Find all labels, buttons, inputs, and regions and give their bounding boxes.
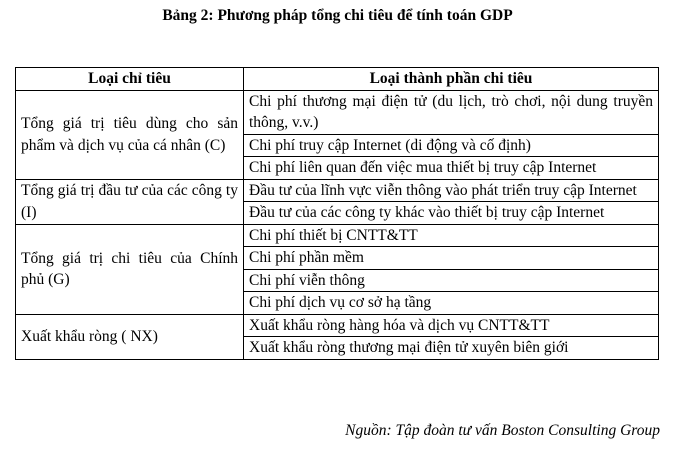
component-cell: Chi phí dịch vụ cơ sở hạ tầng xyxy=(244,292,659,315)
header-component: Loại thành phần chi tiêu xyxy=(244,68,659,91)
table-row xyxy=(16,90,659,134)
component-cell: Chi phí thương mại điện tử (du lịch, trò chơi, nội dung truyền thông, v.v.) xyxy=(244,90,659,134)
category-cell-investment: Tổng giá trị đầu tư của các công ty (I) xyxy=(16,179,244,224)
component-cell: Đầu tư của các công ty khác vào thiết bị truy cập Internet xyxy=(244,202,659,225)
table-row xyxy=(16,224,659,247)
gdp-expenditure-table xyxy=(15,67,659,360)
component-cell: Xuất khẩu ròng thương mại điện tử xuyên biên giới xyxy=(244,337,659,360)
source-note: Nguồn: Tập đoàn tư vấn Boston Consulting Group xyxy=(345,422,660,439)
component-cell: Đầu tư của lĩnh vực viễn thông vào phát triển truy cập Internet xyxy=(244,179,659,202)
component-cell: Chi phí thiết bị CNTT&TT xyxy=(244,224,659,247)
header-category: Loại chỉ tiêu xyxy=(16,68,244,91)
category-cell-net-exports: Xuất khẩu ròng ( NX) xyxy=(16,314,244,359)
component-cell: Chi phí phần mềm xyxy=(244,247,659,270)
table-row xyxy=(16,314,659,337)
component-cell: Chi phí truy cập Internet (di động và cố định) xyxy=(244,134,659,157)
component-cell: Chi phí liên quan đến việc mua thiết bị truy cập Internet xyxy=(244,157,659,180)
category-cell-consumption: Tổng giá trị tiêu dùng cho sản phẩm và dịch vụ của cá nhân (C) xyxy=(16,90,244,179)
table-row xyxy=(16,179,659,202)
table-title: Bảng 2: Phương pháp tổng chi tiêu để tính toán GDP xyxy=(162,7,513,24)
component-cell: Xuất khẩu ròng hàng hóa và dịch vụ CNTT&TT xyxy=(244,314,659,337)
category-cell-government: Tổng giá trị chi tiêu của Chính phủ (G) xyxy=(16,224,244,314)
header-row xyxy=(16,68,659,91)
component-cell: Chi phí viễn thông xyxy=(244,269,659,292)
